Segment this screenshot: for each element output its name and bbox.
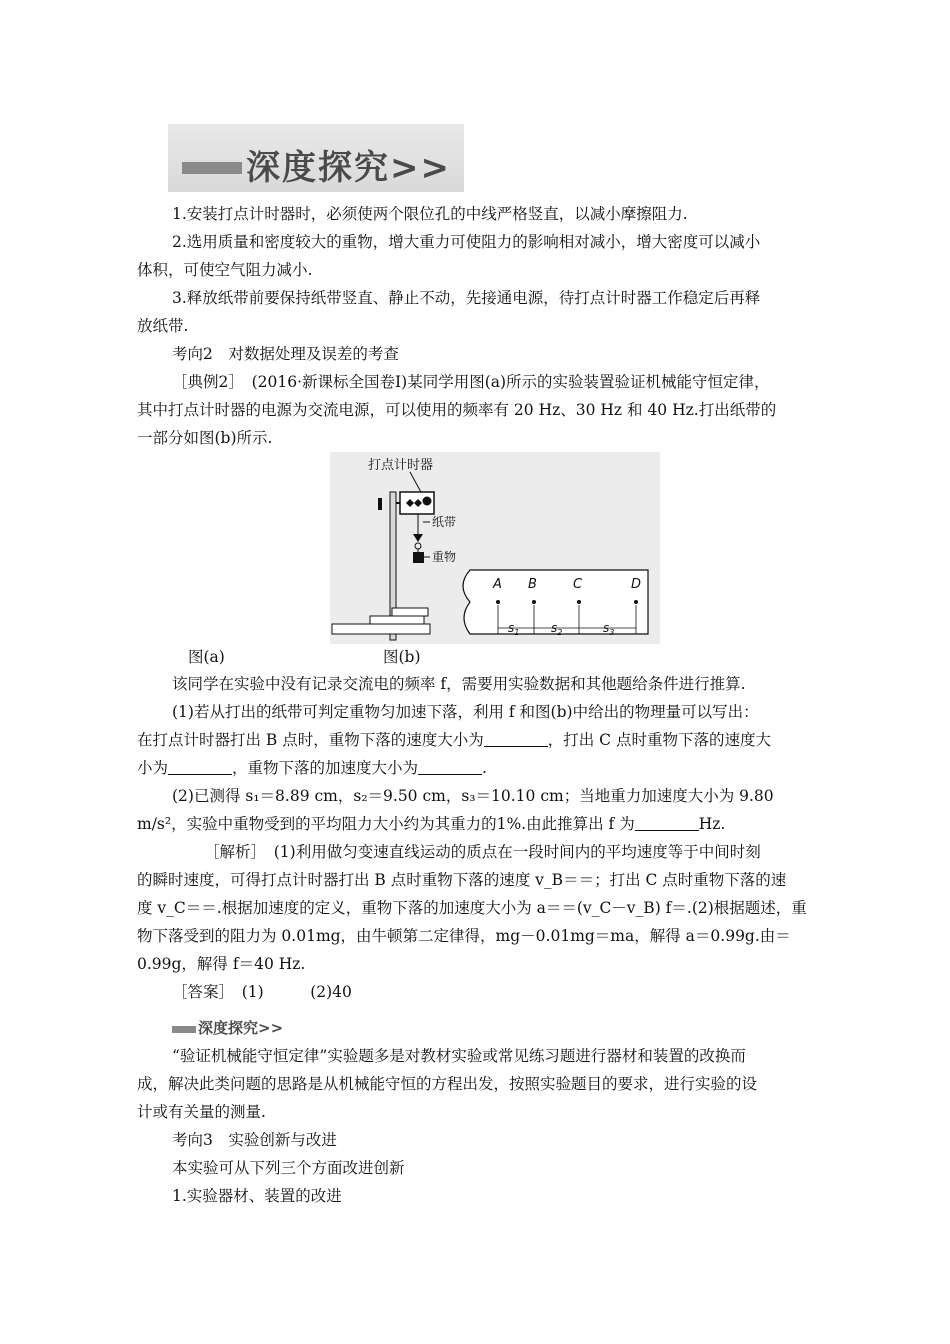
paragraph-2b: 体积，可使空气阻力减小. [137,261,313,279]
analysis-line-5: 0.99g，解得 f＝40 Hz. [137,955,306,973]
question-intro: 该同学在实验中没有记录交流电的频率 f，需要用实验数据和其他题给条件进行推算. [172,675,746,693]
extension-line-5: 1.实验器材、装置的改进 [172,1187,342,1205]
tape-point-d: D [631,577,642,592]
s2-sub: 2 [557,628,563,637]
analysis-line-2: 的瞬时速度，可得打点计时器打出 B 点时重物下落的速度 v_B＝＝；打出 C 点时重物下落的速 [137,871,787,889]
extension-line-1: “验证机械能守恒定律”实验题多是对教材实验或常见练习题进行器材和装置的改换而 [172,1047,746,1065]
weight-label: 重物 [432,550,457,564]
extension-line-2: 成，解决此类问题的思路是从机械能守恒的方程出发，按照实验题目的要求，进行实验的设 [137,1075,758,1093]
subheading-kx3: 考向3 实验创新与改进 [172,1131,337,1149]
answer-blank-4 [635,816,699,831]
example-line-1: ［典例2］ (2016·新课标全国卷Ⅰ)某同学用图(a)所示的实验装置验证机械能守恒定律， [172,373,770,391]
s1-label: s [508,621,515,635]
tape-point-b: B [528,577,537,592]
s2-label: s [551,621,558,635]
paragraph-3b: 放纸带. [137,317,189,335]
section-banner [168,124,464,192]
analysis-line-4: 物下落受到的阻力为 0.01mg，由牛顿第二定律得，mg－0.01mg＝ma，解得 a＝0.99g.由＝ [137,927,791,945]
s1-sub: 1 [514,628,520,637]
example-line-2: 其中打点计时器的电源为交流电源，可以使用的频率有 20 Hz、30 Hz 和 40 Hz.打出纸带的 [137,401,777,419]
s3-sub: 3 [609,628,615,637]
s3-label: s [603,621,610,635]
answer-blank-1 [484,732,548,747]
paragraph-1: 1.安装打点计时器时，必须使两个限位孔的中线严格竖直，以减小摩擦阻力. [172,205,688,223]
question-1a: (1)若从打出的纸带可判定重物匀加速下落，利用 f 和图(b)中给出的物理量可以写出： [172,703,759,721]
question-1c: 小为 ，重物下落的加速度大小为 . [137,759,487,777]
question-2a: (2)已测得 s₁＝8.89 cm，s₂＝9.50 cm，s₃＝10.10 cm；当地重力加速度大小为 9.80 [172,787,774,805]
analysis-line-3: 度 v_C＝＝.根据加速度的定义，重物下落的加速度大小为 a＝＝(v_C－v_B) f＝.(2)根据题述，重 [137,899,807,917]
timer-label: 打点计时器 [368,458,434,473]
example-line-3: 一部分如图(b)所示. [137,429,273,447]
banner-bar [182,162,242,174]
banner-small-bar [172,1026,196,1033]
answer-line: ［答案］ (1) (2)40 [172,983,352,1001]
subheading-kx2: 考向2 对数据处理及误差的考查 [172,345,399,363]
question-1b: 在打点计时器打出 B 点时，重物下落的速度大小为 ，打出 C 点时重物下落的速度大 [137,731,771,749]
question-2b: m/s²，实验中重物受到的平均阻力大小约为其重力的1%.由此推算出 f 为 Hz. [137,815,726,833]
figure-a-caption: 图(a) [188,648,225,666]
answer-blank-2 [168,760,232,775]
banner-title: 深度探究>> [246,148,451,188]
answer-blank-3 [418,760,482,775]
extension-line-4: 本实验可从下列三个方面改进创新 [172,1159,405,1177]
extension-line-3: 计或有关量的测量. [137,1103,266,1121]
paragraph-3a: 3.释放纸带前要保持纸带竖直、静止不动，先接通电源，待打点计时器工作稳定后再释 [172,289,761,307]
tape-label: 纸带 [432,515,457,529]
analysis-line-1: ［解析］ (1)利用做匀变速直线运动的质点在一段时间内的平均速度等于中间时刻 [204,843,761,861]
banner-small-title: 深度探究>> [198,1019,284,1037]
figure-b-caption: 图(b) [383,648,421,666]
tape-point-c: C [573,577,583,592]
tape-point-a: A [493,577,502,592]
apparatus-figure [330,452,660,644]
paragraph-2a: 2.选用质量和密度较大的重物，增大重力可使阻力的影响相对减小，增大密度可以减小 [172,233,761,251]
